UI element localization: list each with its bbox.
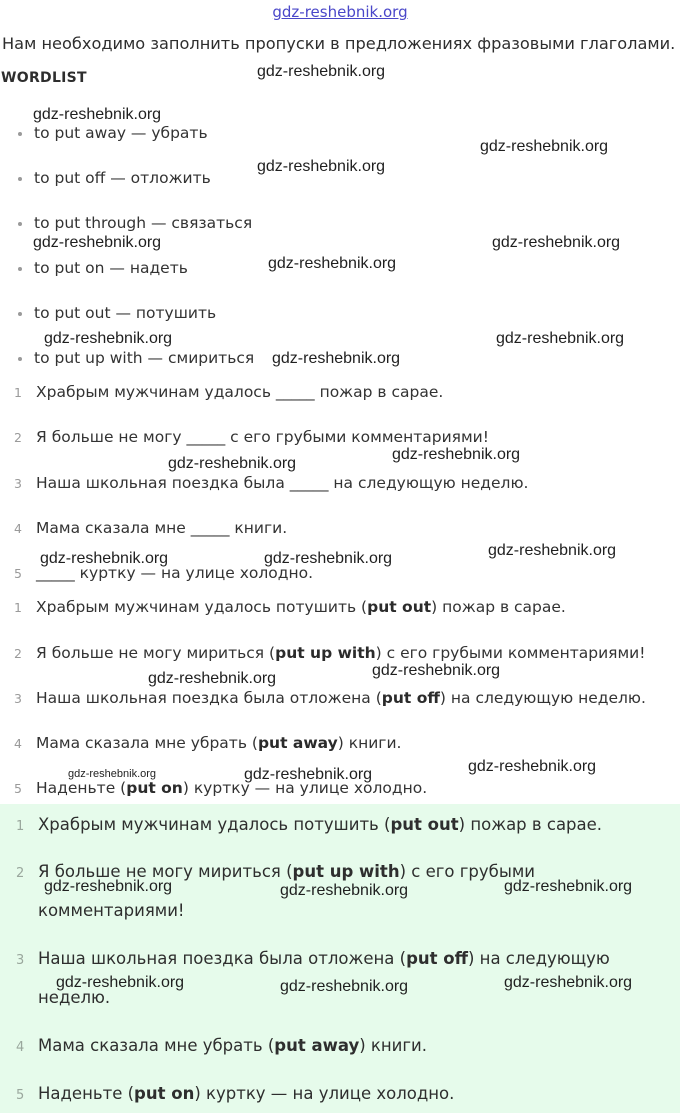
bullet-icon — [18, 267, 22, 271]
watermark: gdz-reshebnik.org — [280, 882, 409, 899]
highlighted-answer: 3 Наша школьная поездка была отложена (put off) на следующую — [16, 949, 610, 968]
watermark: gdz-reshebnik.org — [492, 234, 621, 251]
highlighted-answer: 2 Я больше не могу мириться (put up with) с его грубыми — [16, 862, 536, 881]
exercise-item: 1 Храбрым мужчинам удалось _____ пожар в сарае. — [14, 383, 444, 401]
wordlist-item: to put off — отложить — [18, 169, 211, 187]
watermark: gdz-reshebnik.org — [392, 446, 521, 463]
watermark: gdz-reshebnik.org — [372, 662, 501, 679]
highlighted-answer: 4 Мама сказала мне убрать (put away) книги. — [16, 1036, 428, 1055]
answer-item: 5 Наденьте (put on) куртку — на улице холодно. — [14, 779, 428, 797]
wordlist-item: to put on — надеть — [18, 259, 188, 277]
watermark: gdz-reshebnik.org — [257, 158, 386, 175]
watermark: gdz-reshebnik.org — [33, 106, 162, 123]
answer-item: 3 Наша школьная поездка была отложена (put off) на следующую неделю. — [14, 689, 646, 707]
watermark: gdz-reshebnik.org — [268, 255, 397, 272]
site-link[interactable]: gdz-reshebnik.org — [272, 3, 408, 21]
bullet-icon — [18, 132, 22, 136]
exercise-item: 5 _____ куртку — на улице холодно. — [14, 564, 314, 582]
watermark: gdz-reshebnik.org — [44, 330, 173, 347]
watermark: gdz-reshebnik.org — [44, 878, 173, 895]
watermark: gdz-reshebnik.org — [168, 455, 297, 472]
wordlist-heading: WORDLIST — [1, 70, 87, 86]
highlighted-answer: 1 Храбрым мужчинам удалось потушить (put out) пожар в сарае. — [16, 815, 603, 834]
watermark: gdz-reshebnik.org — [148, 670, 277, 687]
watermark: gdz-reshebnik.org — [68, 768, 157, 780]
bullet-icon — [18, 357, 22, 361]
watermark: gdz-reshebnik.org — [33, 234, 162, 251]
watermark: gdz-reshebnik.org — [488, 542, 617, 559]
watermark: gdz-reshebnik.org — [40, 550, 169, 567]
bullet-icon — [18, 312, 22, 316]
watermark: gdz-reshebnik.org — [257, 63, 386, 80]
wordlist-item: to put through — связаться — [18, 214, 252, 232]
watermark: gdz-reshebnik.org — [468, 758, 597, 775]
answer-item: 4 Мама сказала мне убрать (put away) книги. — [14, 734, 402, 752]
wordlist-item: to put out — потушить — [18, 304, 216, 322]
wordlist-item: to put up with — смириться — [18, 349, 254, 367]
highlighted-answer-continuation: комментариями! — [38, 901, 185, 920]
watermark: gdz-reshebnik.org — [272, 350, 401, 367]
watermark: gdz-reshebnik.org — [480, 138, 609, 155]
watermark: gdz-reshebnik.org — [504, 878, 633, 895]
wordlist-item: to put away — убрать — [18, 124, 208, 142]
answer-item: 1 Храбрым мужчинам удалось потушить (put out) пожар в сарае. — [14, 598, 566, 616]
watermark: gdz-reshebnik.org — [264, 550, 393, 567]
highlighted-answer: 5 Наденьте (put on) куртку — на улице холодно. — [16, 1084, 455, 1103]
watermark: gdz-reshebnik.org — [496, 330, 625, 347]
exercise-item: 4 Мама сказала мне _____ книги. — [14, 519, 288, 537]
watermark: gdz-reshebnik.org — [56, 974, 185, 991]
bullet-icon — [18, 177, 22, 181]
watermark: gdz-reshebnik.org — [244, 766, 373, 783]
watermark: gdz-reshebnik.org — [280, 978, 409, 995]
highlighted-answer-continuation: неделю. — [38, 988, 111, 1007]
answer-item: 2 Я больше не могу мириться (put up with) с его грубыми комментариями! — [14, 644, 646, 662]
exercise-item: 2 Я больше не могу _____ с его грубыми комментариями! — [14, 428, 489, 446]
bullet-icon — [18, 222, 22, 226]
task-instruction: Нам необходимо заполнить пропуски в предложениях фразовыми глаголами. — [2, 34, 676, 53]
watermark: gdz-reshebnik.org — [504, 974, 633, 991]
exercise-item: 3 Наша школьная поездка была _____ на следующую неделю. — [14, 474, 529, 492]
